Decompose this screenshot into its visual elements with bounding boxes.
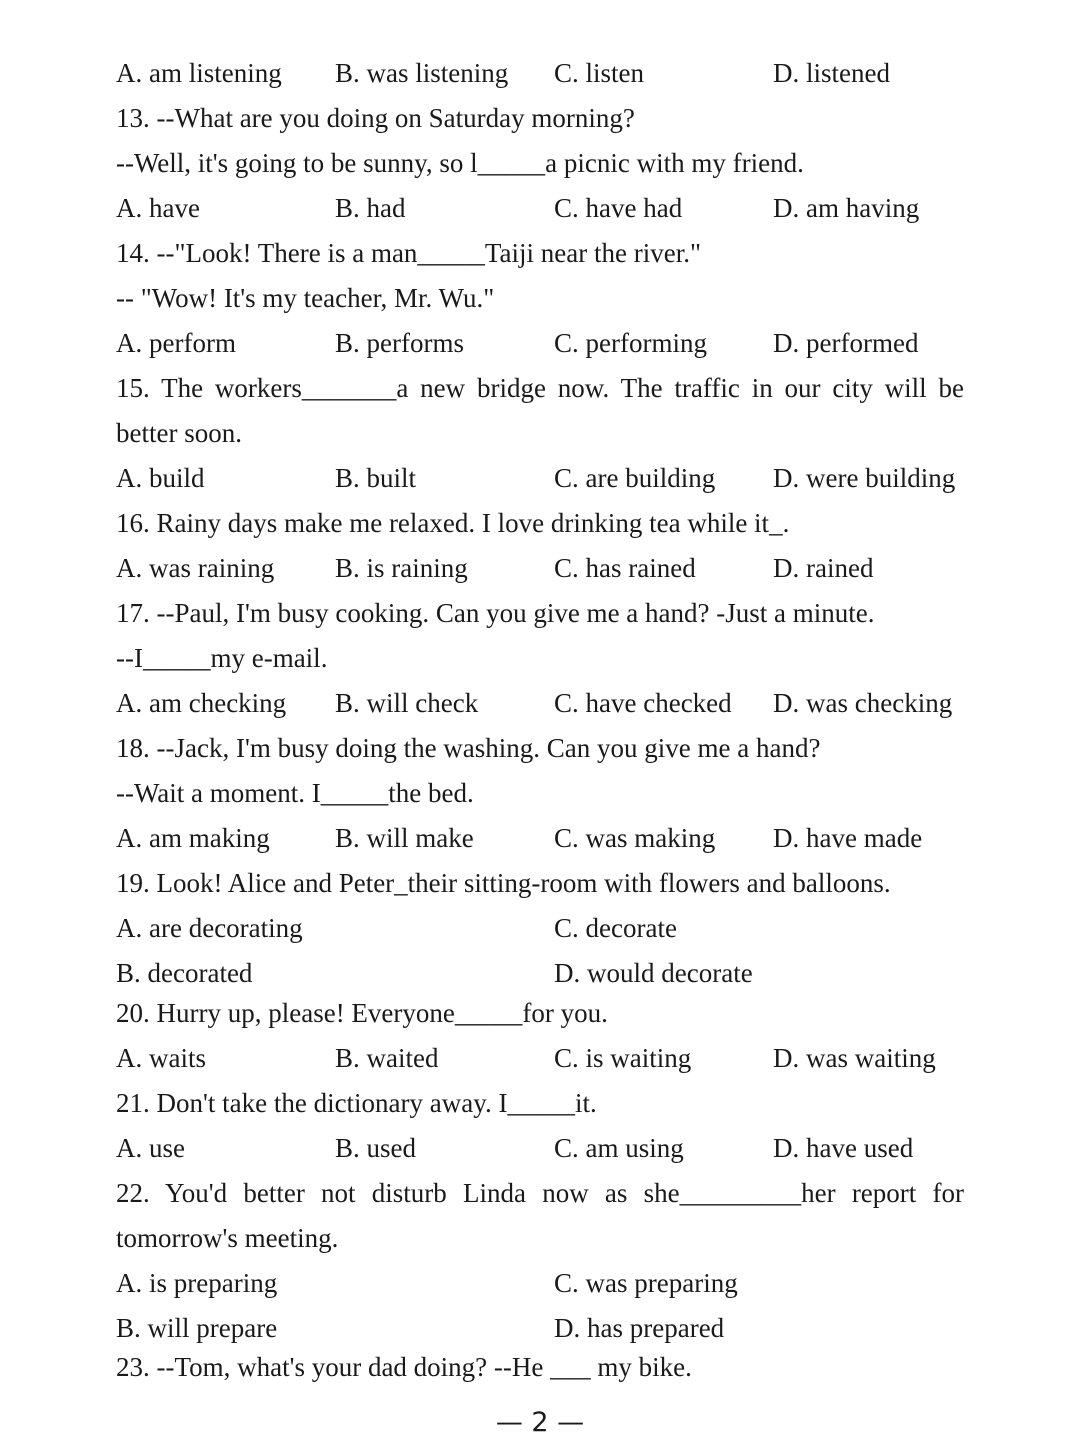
- q14-option-a: A. perform: [116, 328, 236, 358]
- page-number: — 2 —: [495, 1407, 585, 1438]
- q13-option-c: C. have had: [554, 193, 683, 223]
- q13-option-b: B. had: [335, 193, 406, 223]
- q15-option-d: D. were building: [773, 463, 956, 493]
- q15-stem-line2: better soon.: [116, 418, 242, 448]
- q16-stem: 16. Rainy days make me relaxed. I love drinking tea while it_.: [116, 508, 790, 538]
- q18-option-d: D. have made: [773, 823, 923, 853]
- q18-option-c: C. was making: [554, 823, 716, 853]
- q17-stem: 17. --Paul, I'm busy cooking. Can you give me a hand? -Just a minute.: [116, 598, 875, 628]
- q17-option-b: B. will check: [335, 688, 479, 718]
- q20-option-c: C. is waiting: [554, 1043, 692, 1073]
- q12-option-c: C. listen: [554, 58, 645, 88]
- q21-stem: 21. Don't take the dictionary away. I_____it.: [116, 1088, 597, 1118]
- q19-stem: 19. Look! Alice and Peter_their sitting-room with flowers and balloons.: [116, 868, 891, 898]
- q16-option-a: A. was raining: [116, 553, 275, 583]
- q13-option-d: D. am having: [773, 193, 920, 223]
- q22-option-d: D. has prepared: [554, 1313, 725, 1343]
- q12-option-d: D. listened: [773, 58, 890, 88]
- q20-option-d: D. was waiting: [773, 1043, 936, 1073]
- q12-option-b: B. was listening: [335, 58, 509, 88]
- q12-option-a: A. am listening: [116, 58, 282, 88]
- q20-option-a: A. waits: [116, 1043, 206, 1073]
- q14-stem-line2: -- "Wow! It's my teacher, Mr. Wu.": [116, 283, 495, 313]
- q16-option-b: B. is raining: [335, 553, 468, 583]
- q13-stem: 13. --What are you doing on Saturday morning?: [116, 103, 635, 133]
- q14-option-d: D. performed: [773, 328, 919, 358]
- q19-option-c: C. decorate: [554, 913, 677, 943]
- q13-option-a: A. have: [116, 193, 200, 223]
- q18-stem: 18. --Jack, I'm busy doing the washing. Can you give me a hand?: [116, 733, 821, 763]
- q15-option-b: B. built: [335, 463, 417, 493]
- q21-option-c: C. am using: [554, 1133, 684, 1163]
- q18-option-a: A. am making: [116, 823, 270, 853]
- q15-stem: 15. The workers_______a new bridge now. The traffic in our city will be: [116, 373, 964, 403]
- q17-option-a: A. am checking: [116, 688, 287, 718]
- q21-option-a: A. use: [116, 1133, 185, 1163]
- q22-option-c: C. was preparing: [554, 1268, 738, 1298]
- q19-option-a: A. are decorating: [116, 913, 303, 943]
- q17-stem-line2: --I_____my e-mail.: [116, 643, 328, 673]
- q18-option-b: B. will make: [335, 823, 474, 853]
- q22-option-a: A. is preparing: [116, 1268, 278, 1298]
- q20-stem: 20. Hurry up, please! Everyone_____for you.: [116, 998, 608, 1028]
- q18-stem-line2: --Wait a moment. I_____the bed.: [116, 778, 474, 808]
- q21-option-b: B. used: [335, 1133, 416, 1163]
- q22-option-b: B. will prepare: [116, 1313, 278, 1343]
- q17-option-c: C. have checked: [554, 688, 732, 718]
- q15-option-a: A. build: [116, 463, 205, 493]
- q19-option-d: D. would decorate: [554, 958, 753, 988]
- q14-stem: 14. --"Look! There is a man_____Taiji near the river.": [116, 238, 701, 268]
- q16-option-c: C. has rained: [554, 553, 696, 583]
- q22-stem-line2: tomorrow's meeting.: [116, 1223, 339, 1253]
- q22-stem: 22. You'd better not disturb Linda now as she_________her report for: [116, 1178, 964, 1208]
- q15-option-c: C. are building: [554, 463, 716, 493]
- q14-option-b: B. performs: [335, 328, 464, 358]
- q21-option-d: D. have used: [773, 1133, 914, 1163]
- q20-option-b: B. waited: [335, 1043, 439, 1073]
- q23-stem: 23. --Tom, what's your dad doing? --He ___ my bike.: [116, 1352, 692, 1382]
- q14-option-c: C. performing: [554, 328, 707, 358]
- q16-option-d: D. rained: [773, 553, 874, 583]
- q13-stem-line2: --Well, it's going to be sunny, so l_____a picnic with my friend.: [116, 148, 804, 178]
- q17-option-d: D. was checking: [773, 688, 953, 718]
- q19-option-b: B. decorated: [116, 958, 253, 988]
